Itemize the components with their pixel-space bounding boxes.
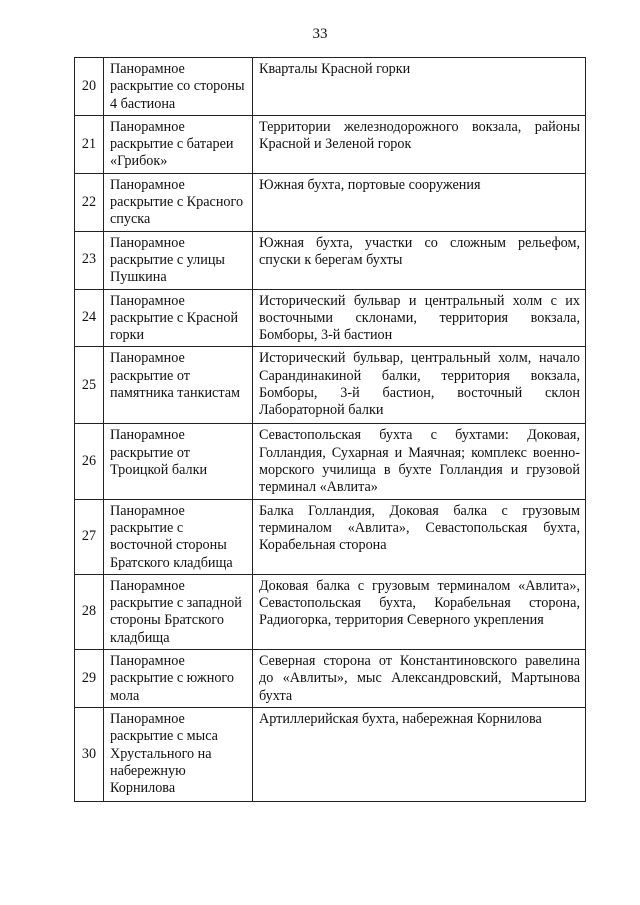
row-number: 24 bbox=[75, 289, 104, 347]
objects-cell: Артиллерийская бухта, набережная Корнилова bbox=[253, 707, 586, 801]
objects-cell: Исторический бульвар и центральный холм с их восточными склонами, территория вокзала, Бомборы, 3-й бастион bbox=[253, 289, 586, 347]
objects-cell: Южная бухта, портовые сооружения bbox=[253, 173, 586, 231]
table-row bbox=[75, 574, 586, 649]
row-number: 21 bbox=[75, 115, 104, 173]
objects-cell: Южная бухта, участки со сложным рельефом, спуски к берегам бухты bbox=[253, 231, 586, 289]
row-number: 30 bbox=[75, 707, 104, 801]
table-row bbox=[75, 231, 586, 289]
objects-cell: Доковая балка с грузовым терминалом «Авлита», Севастопольская бухта, Корабельная сторона, Радиогорка, территория Северного укрепления bbox=[253, 574, 586, 649]
viewpoint-cell: Панорамное раскрытие от памятника танкистам bbox=[104, 347, 253, 424]
viewpoints-table bbox=[74, 57, 586, 802]
objects-cell: Кварталы Красной горки bbox=[253, 58, 586, 116]
viewpoint-cell: Панорамное раскрытие с Красного спуска bbox=[104, 173, 253, 231]
viewpoint-cell: Панорамное раскрытие с Красной горки bbox=[104, 289, 253, 347]
objects-cell: Территории железнодорожного вокзала, районы Красной и Зеленой горок bbox=[253, 115, 586, 173]
objects-cell: Исторический бульвар, центральный холм, начало Сарандинакиной балки, территория вокзала, Бомборы, 3-й бастион, восточный склон Лабораторной балки bbox=[253, 347, 586, 424]
row-number: 22 bbox=[75, 173, 104, 231]
viewpoint-cell: Панорамное раскрытие с улицы Пушкина bbox=[104, 231, 253, 289]
table-row bbox=[75, 347, 586, 424]
viewpoint-cell: Панорамное раскрытие с восточной стороны Братского кладбища bbox=[104, 499, 253, 574]
viewpoint-cell: Панорамное раскрытие со стороны 4 бастиона bbox=[104, 58, 253, 116]
table-row bbox=[75, 707, 586, 801]
table-row bbox=[75, 424, 586, 499]
viewpoint-cell: Панорамное раскрытие с южного мола bbox=[104, 650, 253, 708]
table-row bbox=[75, 173, 586, 231]
row-number: 29 bbox=[75, 650, 104, 708]
row-number: 23 bbox=[75, 231, 104, 289]
row-number: 28 bbox=[75, 574, 104, 649]
row-number: 26 bbox=[75, 424, 104, 499]
table-row bbox=[75, 499, 586, 574]
viewpoint-cell: Панорамное раскрытие с мыса Хрустального на набережную Корнилова bbox=[104, 707, 253, 801]
objects-cell: Севастопольская бухта с бухтами: Доковая, Голландия, Сухарная и Маячная; комплекс военно-морского училища в бухте Голландия и грузовой терминал «Авлита» bbox=[253, 424, 586, 499]
table-row bbox=[75, 58, 586, 116]
viewpoint-cell: Панорамное раскрытие с западной стороны Братского кладбища bbox=[104, 574, 253, 649]
table-row bbox=[75, 289, 586, 347]
table-row bbox=[75, 650, 586, 708]
page-number: 33 bbox=[312, 26, 328, 42]
viewpoint-cell: Панорамное раскрытие от Троицкой балки bbox=[104, 424, 253, 499]
table-row bbox=[75, 115, 586, 173]
row-number: 20 bbox=[75, 58, 104, 116]
objects-cell: Балка Голландия, Доковая балка с грузовым терминалом «Авлита», Севастопольская бухта, Корабельная сторона bbox=[253, 499, 586, 574]
row-number: 27 bbox=[75, 499, 104, 574]
objects-cell: Северная сторона от Константиновского равелина до «Авлиты», мыс Александровский, Мартынова бухта bbox=[253, 650, 586, 708]
row-number: 25 bbox=[75, 347, 104, 424]
viewpoint-cell: Панорамное раскрытие с батареи «Грибок» bbox=[104, 115, 253, 173]
